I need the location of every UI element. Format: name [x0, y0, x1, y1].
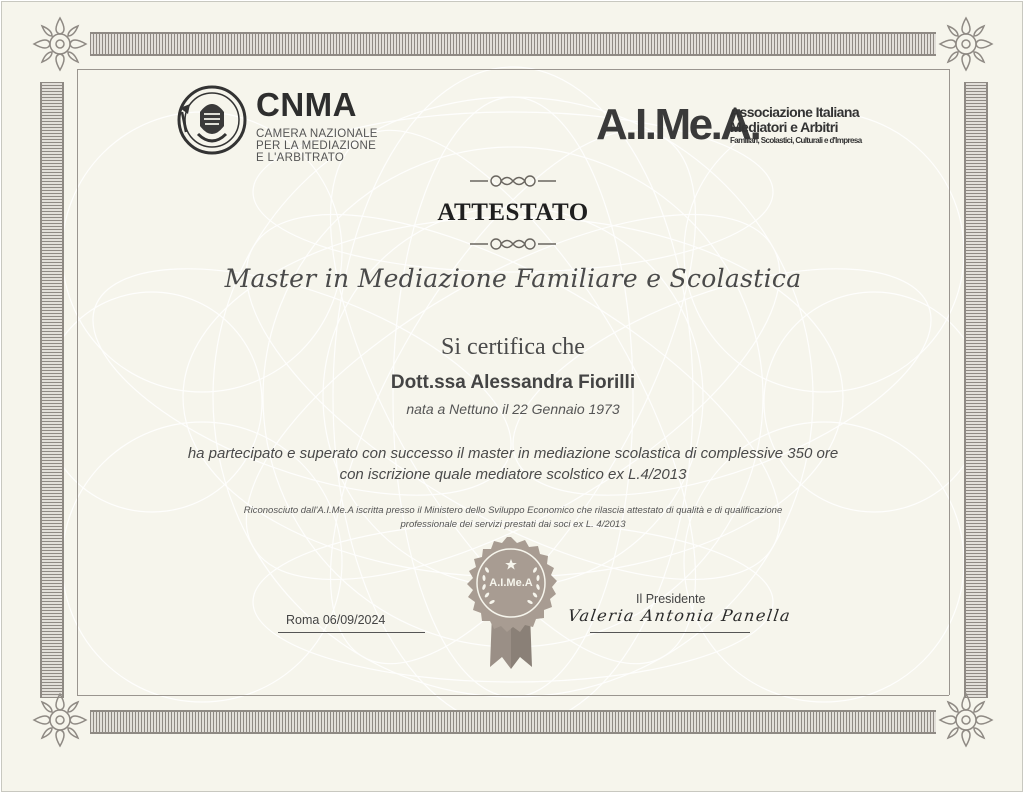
seal-badge-icon	[458, 535, 564, 675]
cnma-acronym: CNMA	[256, 86, 357, 123]
border-bottom	[90, 710, 936, 734]
course-name: Master in Mediazione Familiare e Scolastica	[224, 264, 802, 293]
certificate-page	[1, 1, 1023, 792]
recognition-line-1: Riconosciuto dall'A.I.Me.A iscritta presso il Ministero dello Sviluppo Economico che rilascia attestato di qualità e di qualificazione	[243, 505, 783, 516]
signature-underline	[590, 632, 750, 633]
inner-rule-top	[77, 69, 949, 70]
aimea-line-3: Familiari, Scolastici, Culturali e d'Impresa	[730, 136, 862, 145]
body-line-1: ha partecipato e superato con successo il master in mediazione scolastica di complessive 350 ore	[187, 445, 839, 462]
certificate-title: ATTESTATO	[437, 199, 589, 226]
cnma-subtitle-line-3: E L'ARBITRATO	[256, 152, 345, 164]
flourish-top-icon	[468, 172, 558, 190]
cnma-subtitle-line-2: PER LA MEDIAZIONE	[256, 140, 377, 152]
birth-details: nata a Nettuno il 22 Gennaio 1973	[406, 401, 620, 417]
aimea-seal	[458, 535, 564, 675]
border-top	[90, 32, 936, 56]
cnma-emblem-icon	[172, 82, 248, 158]
cnma-subtitle-line-1: CAMERA NAZIONALE	[256, 128, 378, 140]
corner-ornament-bottom-left	[30, 690, 90, 750]
cnma-logo	[172, 82, 382, 172]
aimea-acronym: A.I.Me.A.	[596, 100, 760, 149]
seal-text: A.I.Me.A	[489, 577, 533, 589]
date-underline	[278, 632, 425, 633]
recipient-name: Dott.ssa Alessandra Fiorilli	[390, 372, 636, 393]
president-signature: Valeria Antonia Panella	[566, 606, 793, 625]
aimea-line-1: Associazione Italiana	[730, 104, 860, 120]
president-label: Il Presidente	[636, 592, 706, 606]
issue-date: Roma 06/09/2024	[286, 613, 386, 627]
recognition-line-2: professionale dei servizi prestati dai soci ex L. 4/2013	[400, 519, 626, 530]
corner-ornament-bottom-right	[936, 690, 996, 750]
flourish-bottom-icon	[468, 235, 558, 253]
corner-ornament-top-right	[936, 14, 996, 74]
body-line-2: con iscrizione quale mediatore scolstico ex L.4/2013	[339, 466, 687, 483]
certifies-text: Si certifica che	[441, 334, 585, 360]
aimea-logo	[596, 98, 876, 158]
aimea-line-2: Mediatori e Arbitri	[730, 119, 838, 135]
corner-ornament-top-left	[30, 14, 90, 74]
inner-rule-bottom	[77, 695, 949, 696]
